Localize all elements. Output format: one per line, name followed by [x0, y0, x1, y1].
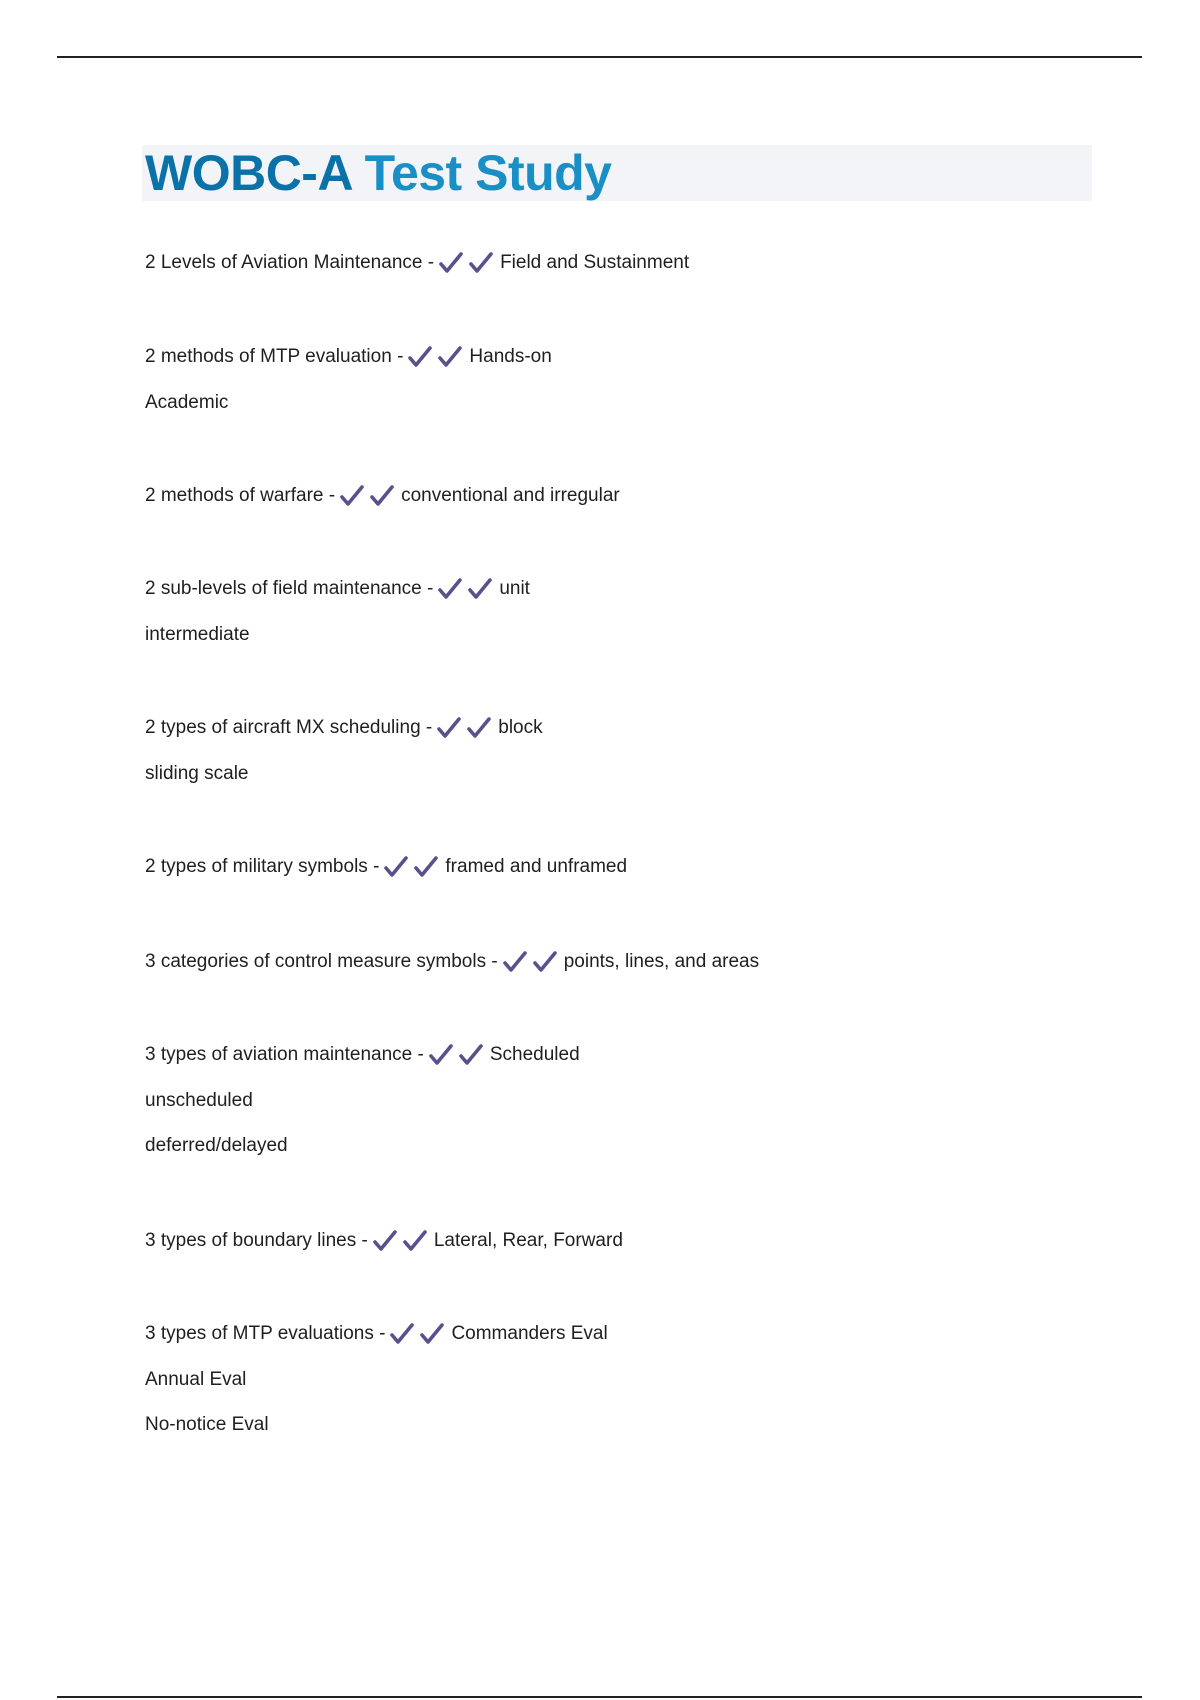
answer-continuation: intermediate: [145, 624, 250, 645]
answer-text: block: [498, 717, 543, 738]
answer-text: framed and unframed: [445, 856, 628, 877]
check-icon: [383, 854, 409, 880]
check-icon: [407, 344, 433, 370]
question-text: 3 categories of control measure symbols -: [145, 951, 498, 972]
check-icon: [369, 483, 395, 509]
check-icon: [502, 949, 528, 975]
flashcard-entry: [145, 1032, 1145, 1168]
check-icon: [389, 1321, 415, 1347]
answer-continuation: Annual Eval: [145, 1369, 247, 1390]
answer-text: Scheduled: [489, 1044, 580, 1065]
answer-text: conventional and irregular: [401, 485, 620, 506]
question-line: [145, 566, 1145, 612]
flashcard-entry: [145, 939, 1145, 985]
answer-marker: [436, 715, 496, 741]
answer-marker: [389, 1321, 449, 1347]
question-line: [145, 240, 1145, 286]
question-text: 3 types of boundary lines -: [145, 1230, 368, 1251]
question-text: 2 types of aircraft MX scheduling -: [145, 717, 433, 738]
check-icon: [419, 1321, 445, 1347]
answer-continuation: Academic: [145, 392, 229, 413]
question-text: 2 sub-levels of field maintenance -: [145, 578, 434, 599]
check-icon: [413, 854, 439, 880]
check-icon: [428, 1042, 454, 1068]
answer-text: Commanders Eval: [451, 1323, 608, 1344]
question-text: 2 methods of MTP evaluation -: [145, 346, 404, 367]
check-icon: [532, 949, 558, 975]
check-icon: [339, 483, 365, 509]
question-line: [145, 705, 1145, 751]
answer-marker: [428, 1042, 488, 1068]
answer-text: Lateral, Rear, Forward: [433, 1230, 623, 1251]
check-icon: [438, 250, 464, 276]
question-line: [145, 334, 1145, 380]
check-icon: [458, 1042, 484, 1068]
question-text: 2 Levels of Aviation Maintenance -: [145, 252, 435, 273]
question-line: [145, 939, 1145, 985]
answer-continuation: deferred/delayed: [145, 1135, 288, 1156]
flashcard-entry: [145, 1311, 1145, 1447]
check-icon: [437, 576, 463, 602]
bottom-rule: [57, 1696, 1142, 1698]
check-icon: [436, 715, 462, 741]
title-part-2: Test Study: [351, 145, 612, 201]
answer-marker: [407, 344, 467, 370]
question-line: [145, 1218, 1145, 1264]
title-part-1: WOBC-A: [145, 145, 352, 201]
page-title: [145, 143, 612, 203]
question-text: 3 types of MTP evaluations -: [145, 1323, 386, 1344]
question-text: 3 types of aviation maintenance -: [145, 1044, 424, 1065]
check-icon: [402, 1228, 428, 1254]
check-icon: [372, 1228, 398, 1254]
flashcard-entry: [145, 566, 1145, 657]
answer-continuation: No-notice Eval: [145, 1414, 269, 1435]
answer-text: points, lines, and areas: [563, 951, 760, 972]
question-text: 2 types of military symbols -: [145, 856, 380, 877]
flashcard-entry: [145, 1218, 1145, 1264]
answer-marker: [372, 1228, 432, 1254]
check-icon: [466, 715, 492, 741]
flashcard-entry: [145, 705, 1145, 796]
flashcard-entry: [145, 844, 1145, 890]
flashcard-entry: [145, 334, 1145, 425]
answer-text: Field and Sustainment: [500, 252, 690, 273]
answer-marker: [383, 854, 443, 880]
check-icon: [467, 576, 493, 602]
check-icon: [437, 344, 463, 370]
answer-continuation: unscheduled: [145, 1090, 253, 1111]
answer-continuation: sliding scale: [145, 763, 249, 784]
answer-marker: [502, 949, 562, 975]
check-icon: [468, 250, 494, 276]
answer-text: unit: [499, 578, 530, 599]
answer-marker: [339, 483, 399, 509]
flashcard-entry: [145, 473, 1145, 519]
answer-marker: [437, 576, 497, 602]
question-line: [145, 1032, 1145, 1078]
answer-marker: [438, 250, 498, 276]
question-line: [145, 473, 1145, 519]
answer-text: Hands-on: [469, 346, 552, 367]
question-text: 2 methods of warfare -: [145, 485, 336, 506]
question-line: [145, 1311, 1145, 1357]
top-rule: [57, 56, 1142, 58]
flashcard-entry: [145, 240, 1145, 286]
question-line: [145, 844, 1145, 890]
